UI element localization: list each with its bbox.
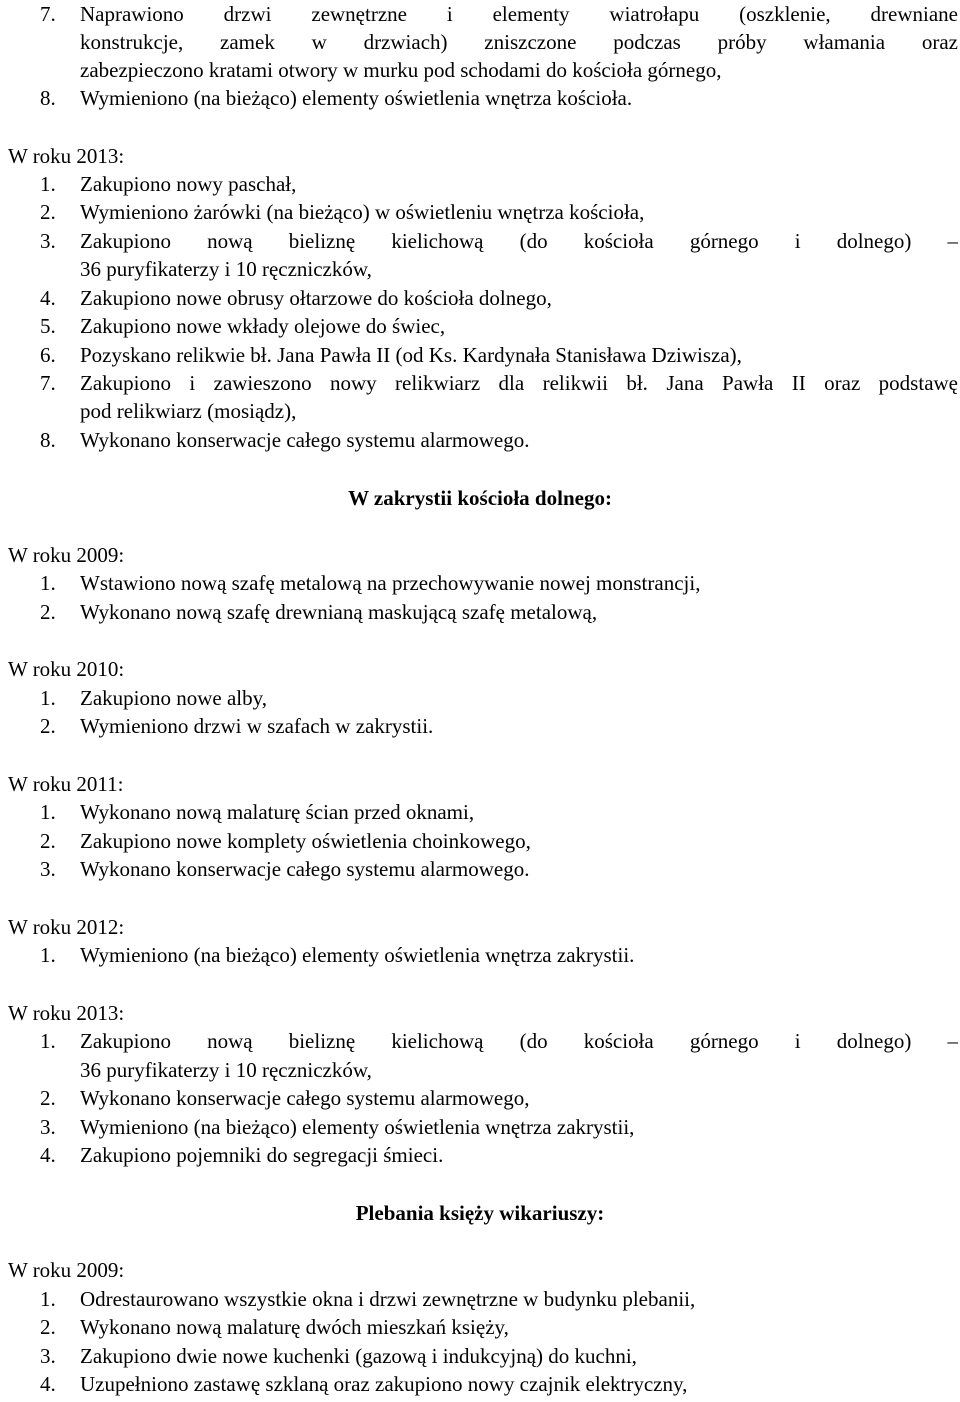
item-continuation: konstrukcje, zamek w drzwiach) zniszczone podczas próby włamania oraz <box>80 30 958 54</box>
item-text: Pozyskano relikwie bł. Jana Pawła II (od Ks. Kardynała Stanisława Dziwisza), <box>80 343 742 367</box>
item-text: Wymieniono drzwi w szafach w zakrystii. <box>80 714 434 738</box>
item-number: 2. <box>40 714 56 738</box>
item-text: Zakupiono nowe alby, <box>80 686 268 710</box>
list-item <box>8 684 958 712</box>
item-number: 3. <box>40 857 56 881</box>
section-heading: W zakrystii kościoła dolnego: <box>348 486 612 510</box>
year-label: W roku 2010: <box>8 657 125 681</box>
item-number: 1. <box>40 1029 56 1053</box>
item-text: Zakupiono nowe wkłady olejowe do świec, <box>80 314 446 338</box>
item-text: Zakupiono nowy paschał, <box>80 172 297 196</box>
list-item <box>8 798 958 826</box>
item-number: 8. <box>40 428 56 452</box>
item-continuation: 36 puryfikaterzy i 10 ręczniczków, <box>80 257 372 281</box>
item-number: 1. <box>40 571 56 595</box>
list-item <box>8 84 958 112</box>
list-item <box>8 1342 958 1370</box>
item-text: Wymieniono (na bieżąco) elementy oświetlenia wnętrza kościoła. <box>80 86 633 110</box>
year-label: W roku 2009: <box>8 543 125 567</box>
list-item <box>8 1141 958 1169</box>
item-text: Wymieniono (na bieżąco) elementy oświetlenia wnętrza zakrystii. <box>80 943 635 967</box>
list-item <box>8 712 958 740</box>
item-number: 6. <box>40 343 56 367</box>
item-number: 4. <box>40 1143 56 1167</box>
list-item <box>8 1370 958 1398</box>
year-label: W roku 2013: <box>8 144 125 168</box>
item-text: Zakupiono pojemniki do segregacji śmieci. <box>80 1143 444 1167</box>
item-continuation: pod relikwiarz (mosiądz), <box>80 399 297 423</box>
item-number: 7. <box>40 371 56 395</box>
item-number: 1. <box>40 1287 56 1311</box>
list-item <box>8 369 958 397</box>
item-text: Zakupiono nowe komplety oświetlenia choinkowego, <box>80 829 531 853</box>
list-item <box>8 1113 958 1141</box>
list-item <box>8 227 958 255</box>
item-text: Zakupiono nową bieliznę kielichową (do kościoła górnego i dolnego) – <box>80 229 958 253</box>
item-text: Naprawiono drzwi zewnętrzne i elementy wiatrołapu (oszklenie, drewniane <box>80 2 958 26</box>
item-text: Wykonano nową malaturę dwóch mieszkań księży, <box>80 1315 509 1339</box>
item-text: Wymieniono (na bieżąco) elementy oświetlenia wnętrza zakrystii, <box>80 1115 635 1139</box>
item-number: 1. <box>40 686 56 710</box>
item-text: Wymieniono żarówki (na bieżąco) w oświetleniu wnętrza kościoła, <box>80 200 645 224</box>
list-item <box>8 598 958 626</box>
year-label: W roku 2012: <box>8 915 125 939</box>
list-item <box>8 941 958 969</box>
list-item <box>8 0 958 28</box>
list-item <box>8 426 958 454</box>
item-text: Uzupełniono zastawę szklaną oraz zakupiono nowy czajnik elektryczny, <box>80 1372 688 1396</box>
list-item <box>8 1285 958 1313</box>
item-number: 2. <box>40 600 56 624</box>
item-number: 2. <box>40 1086 56 1110</box>
item-number: 1. <box>40 943 56 967</box>
list-item <box>8 312 958 340</box>
item-number: 5. <box>40 314 56 338</box>
list-item <box>8 1027 958 1055</box>
list-item <box>8 827 958 855</box>
item-number: 4. <box>40 1372 56 1396</box>
list-item <box>8 341 958 369</box>
item-number: 1. <box>40 172 56 196</box>
item-text: Wstawiono nową szafę metalową na przechowywanie nowej monstrancji, <box>80 571 701 595</box>
year-label: W roku 2009: <box>8 1258 125 1282</box>
item-text: Wykonano konserwacje całego systemu alarmowego, <box>80 1086 530 1110</box>
year-label: W roku 2013: <box>8 1001 125 1025</box>
item-number: 7. <box>40 2 56 26</box>
item-number: 3. <box>40 1344 56 1368</box>
item-continuation: zabezpieczono kratami otwory w murku pod schodami do kościoła górnego, <box>80 58 722 82</box>
item-continuation: 36 puryfikaterzy i 10 ręczniczków, <box>80 1058 372 1082</box>
list-item <box>8 170 958 198</box>
list-item <box>8 198 958 226</box>
item-number: 1. <box>40 800 56 824</box>
item-text: Zakupiono nowe obrusy ołtarzowe do kościoła dolnego, <box>80 286 552 310</box>
item-number: 2. <box>40 829 56 853</box>
item-number: 2. <box>40 200 56 224</box>
item-text: Zakupiono dwie nowe kuchenki (gazową i indukcyjną) do kuchni, <box>80 1344 637 1368</box>
item-text: Wykonano nową szafę drewnianą maskującą szafę metalową, <box>80 600 598 624</box>
list-item <box>8 855 958 883</box>
year-label: W roku 2011: <box>8 772 124 796</box>
item-number: 4. <box>40 286 56 310</box>
item-number: 3. <box>40 1115 56 1139</box>
list-item <box>8 1313 958 1341</box>
item-text: Wykonano nową malaturę ścian przed oknami, <box>80 800 475 824</box>
item-number: 2. <box>40 1315 56 1339</box>
item-text: Odrestaurowano wszystkie okna i drzwi zewnętrzne w budynku plebanii, <box>80 1287 696 1311</box>
item-number: 8. <box>40 86 56 110</box>
item-text: Zakupiono i zawieszono nowy relikwiarz dla relikwii bł. Jana Pawła II oraz podstawę <box>80 371 958 395</box>
section-heading: Plebania księży wikariuszy: <box>355 1201 605 1225</box>
item-text: Wykonano konserwacje całego systemu alarmowego. <box>80 857 530 881</box>
list-item <box>8 1084 958 1112</box>
item-text: Wykonano konserwacje całego systemu alarmowego. <box>80 428 530 452</box>
list-item <box>8 284 958 312</box>
list-item <box>8 569 958 597</box>
item-text: Zakupiono nową bieliznę kielichową (do kościoła górnego i dolnego) – <box>80 1029 958 1053</box>
item-number: 3. <box>40 229 56 253</box>
